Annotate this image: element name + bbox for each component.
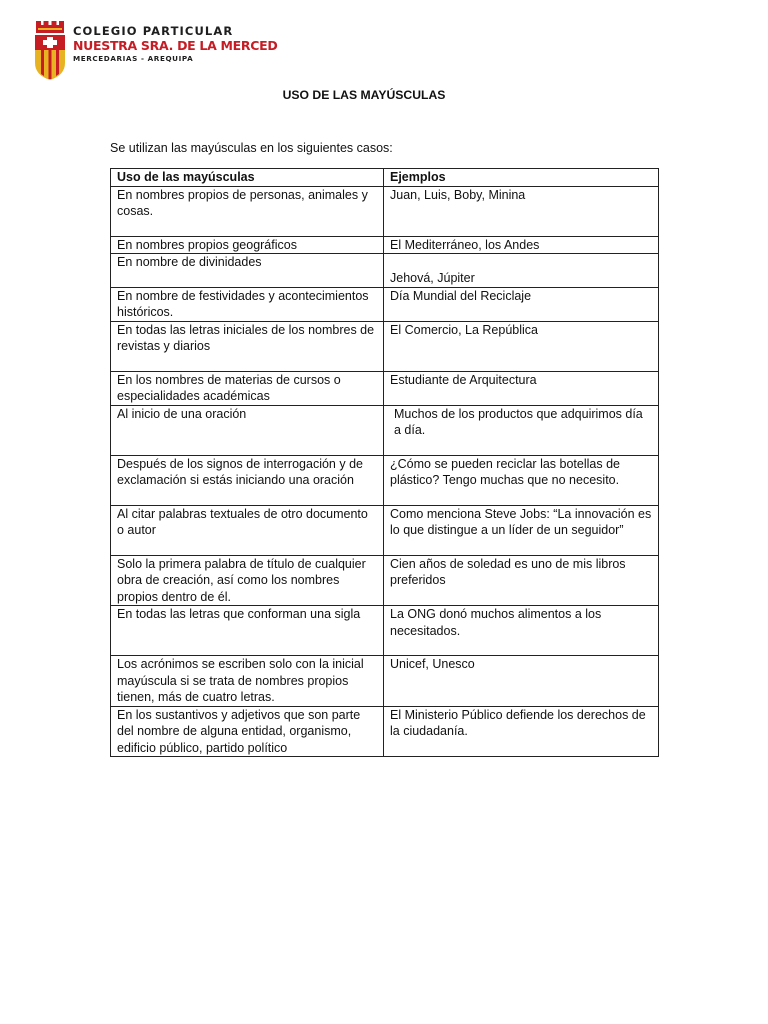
table-row [111, 606, 659, 656]
ejemplo-cell: Cien años de soledad es uno de mis libros preferidos [384, 555, 659, 606]
column-header-uso: Uso de las mayúsculas [111, 169, 384, 187]
ejemplo-cell: Como menciona Steve Jobs: “La innovación es lo que distingue a un líder de un seguidor” [384, 505, 659, 555]
ejemplo-cell: El Ministerio Público defiende los derechos de la ciudadanía. [384, 706, 659, 757]
table-row [111, 505, 659, 555]
document-title: USO DE LAS MAYÚSCULAS [282, 88, 446, 102]
school-name-block [73, 26, 277, 62]
ejemplo-cell: Jehová, Júpiter [384, 254, 659, 288]
table-row [111, 656, 659, 707]
table-row [111, 236, 659, 254]
ejemplo-cell: Juan, Luis, Boby, Minina [384, 186, 659, 236]
table-row [111, 186, 659, 236]
ejemplo-cell: El Comercio, La República [384, 321, 659, 371]
uso-cell: En todas las letras iniciales de los nombres de revistas y diarios [111, 321, 384, 371]
ejemplo-cell: Día Mundial del Reciclaje [384, 287, 659, 321]
uso-cell: En los nombres de materias de cursos o especialidades académicas [111, 371, 384, 405]
uso-cell: En nombre de divinidades [111, 254, 384, 288]
table-row [111, 287, 659, 321]
table-row [111, 254, 659, 288]
uso-cell: En nombre de festividades y acontecimientos históricos. [111, 287, 384, 321]
table-header-row [111, 169, 659, 187]
uso-cell: Los acrónimos se escriben solo con la inicial mayúscula si se trata de nombres propios tienen, más de cuatro letras. [111, 656, 384, 707]
ejemplo-cell: El Mediterráneo, los Andes [384, 236, 659, 254]
ejemplo-cell: Muchos de los productos que adquirimos día a día. [384, 405, 659, 455]
column-header-ejemplos: Ejemplos [384, 169, 659, 187]
uso-cell: Al citar palabras textuales de otro documento o autor [111, 505, 384, 555]
uso-cell: Al inicio de una oración [111, 405, 384, 455]
table-row [111, 321, 659, 371]
table-row [111, 405, 659, 455]
ejemplo-cell: ¿Cómo se pueden reciclar las botellas de plástico? Tengo muchas que no necesito. [384, 455, 659, 505]
school-name-line3: MERCEDARIAS - AREQUIPA [73, 54, 194, 63]
uso-cell: Solo la primera palabra de título de cualquier obra de creación, así como los nombres propios dentro de él. [111, 555, 384, 606]
uso-cell: Después de los signos de interrogación y de exclamación si estás iniciando una oración [111, 455, 384, 505]
uso-cell: En los sustantivos y adjetivos que son parte del nombre de alguna entidad, organismo, edificio público, partido político [111, 706, 384, 757]
ejemplo-cell: Estudiante de Arquitectura [384, 371, 659, 405]
uppercase-usage-table [110, 168, 659, 757]
uso-cell: En nombres propios geográficos [111, 236, 384, 254]
school-name-line1: COLEGIO PARTICULAR [73, 24, 234, 38]
school-header [32, 19, 277, 81]
table-row [111, 555, 659, 606]
ejemplo-cell: La ONG donó muchos alimentos a los necesitados. [384, 606, 659, 656]
table-row [111, 706, 659, 757]
school-shield-logo [32, 19, 68, 81]
table-row [111, 371, 659, 405]
school-name-line2: NUESTRA SRA. DE LA MERCED [73, 37, 278, 53]
uso-cell: En todas las letras que conforman una sigla [111, 606, 384, 656]
table-row [111, 455, 659, 505]
ejemplo-cell: Unicef, Unesco [384, 656, 659, 707]
uso-cell: En nombres propios de personas, animales y cosas. [111, 186, 384, 236]
intro-text: Se utilizan las mayúsculas en los siguientes casos: [110, 141, 393, 155]
